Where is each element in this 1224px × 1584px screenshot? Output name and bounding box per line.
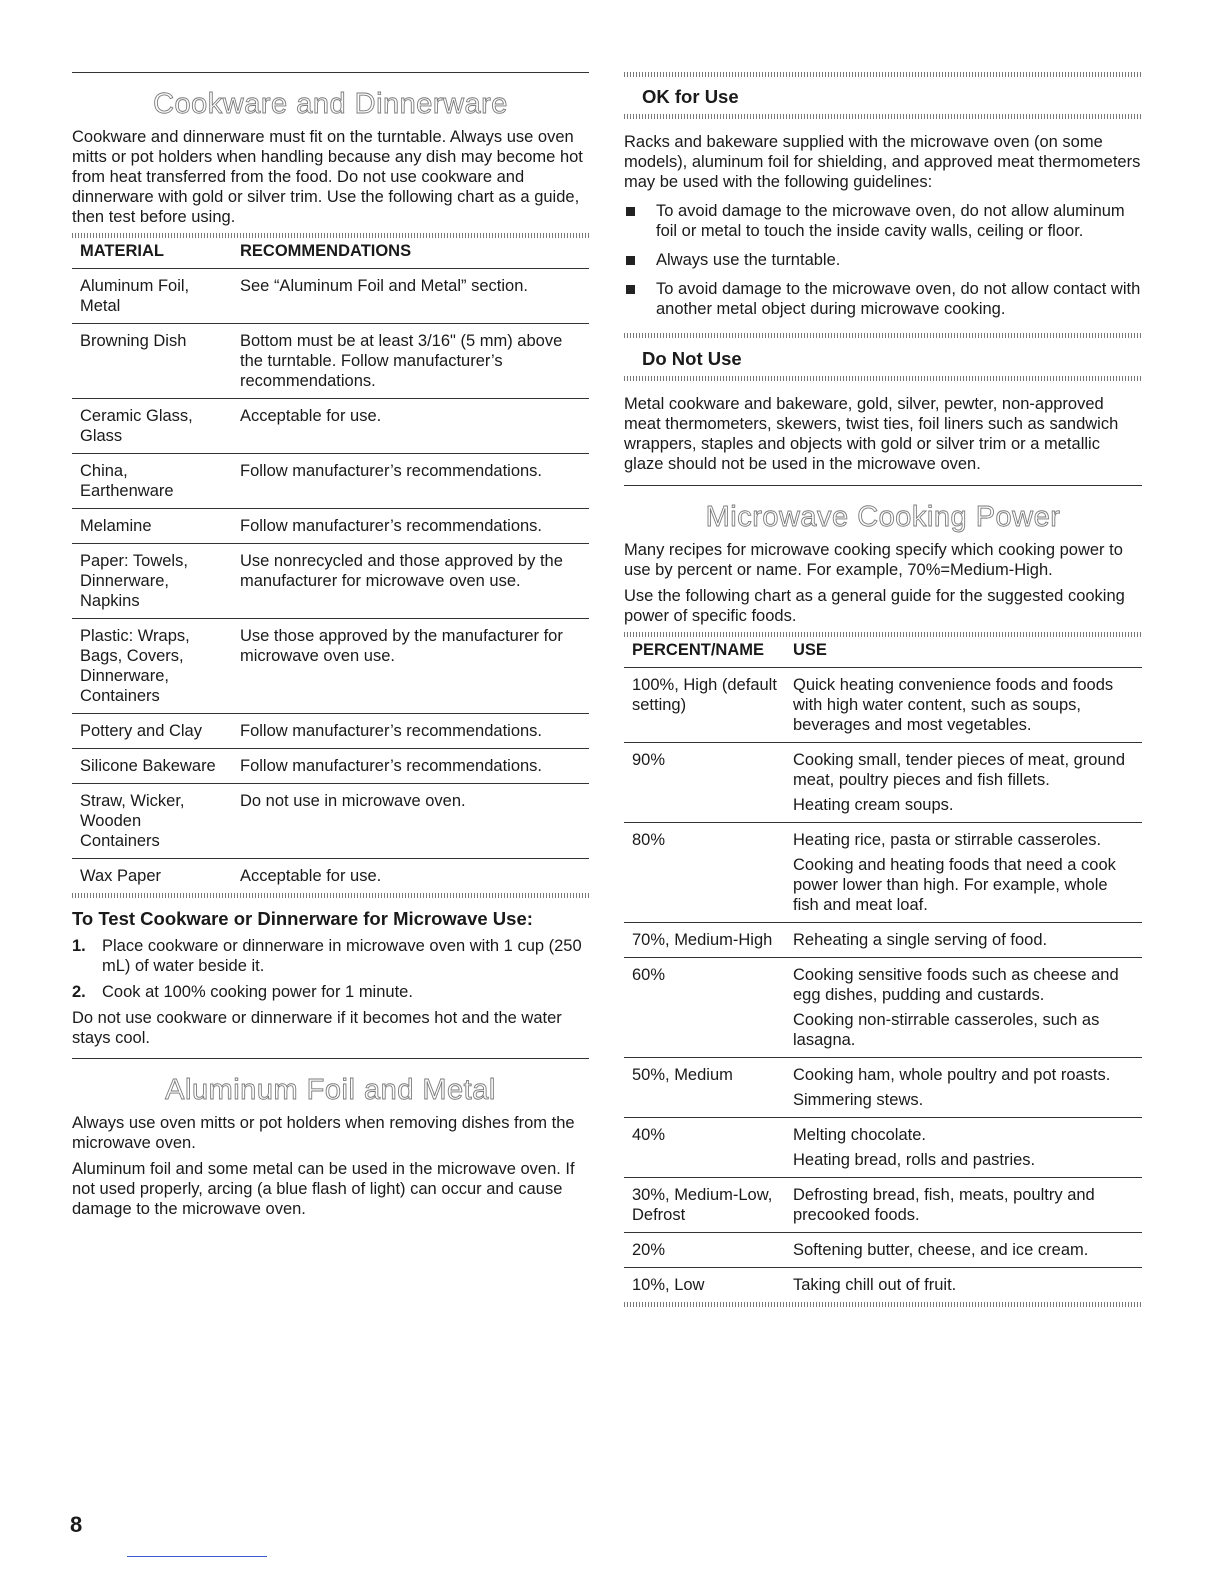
power-name-cell: 40%	[624, 1118, 785, 1178]
material-cell: Ceramic Glass, Glass	[72, 399, 232, 454]
power-table	[624, 637, 1142, 1302]
foil-section-title: Aluminum Foil and Metal	[165, 1074, 496, 1106]
table-row	[624, 1233, 1142, 1268]
power-section-title: Microwave Cooking Power	[705, 501, 1061, 533]
step-number: 2.	[72, 983, 86, 1001]
step-text: Cook at 100% cooking power for 1 minute.	[102, 983, 413, 1001]
power-use-text: Defrosting bread, fish, meats, poultry and precooked foods.	[793, 1186, 1095, 1224]
table-row	[624, 923, 1142, 958]
page-number: 8	[70, 1512, 83, 1537]
donot-heading: Do Not Use	[642, 348, 742, 369]
material-cell: Pottery and Clay	[72, 714, 232, 749]
power-use-text: Cooking small, tender pieces of meat, ground meat, poultry pieces and fish fillets.	[793, 751, 1126, 789]
foil-para-1: Always use oven mitts or pot holders when removing dishes from the microwave oven.	[72, 1114, 575, 1152]
bullet-text: To avoid damage to the microwave oven, do not allow aluminum foil or metal to touch the inside cavity walls, ceiling or floor.	[656, 202, 1125, 240]
material-cell: Silicone Bakeware	[72, 749, 232, 784]
recommendation-cell: Acceptable for use.	[232, 399, 589, 454]
table-row	[624, 668, 1142, 743]
power-use-text: Cooking non-stirrable casseroles, such as lasagna.	[793, 1011, 1100, 1049]
test-steps	[72, 936, 589, 1002]
power-use-cell	[785, 668, 1142, 743]
power-use-cell	[785, 823, 1142, 923]
power-name-cell: 30%, Medium-Low, Defrost	[624, 1178, 785, 1233]
percent-name-header: PERCENT/NAME	[632, 641, 765, 659]
power-para-1: Many recipes for microwave cooking specify which cooking power to use by percent or name. For example, 70%=Medium-High.	[624, 541, 1123, 579]
table-row	[72, 544, 589, 619]
recommendation-cell: Follow manufacturer’s recommendations.	[232, 714, 589, 749]
material-cell: Aluminum Foil, Metal	[72, 269, 232, 324]
material-header: MATERIAL	[80, 242, 165, 260]
recommendation-cell: Use those approved by the manufacturer for microwave oven use.	[232, 619, 589, 714]
power-use-cell	[785, 1058, 1142, 1118]
power-name-cell: 60%	[624, 958, 785, 1058]
power-use-text: Cooking sensitive foods such as cheese and egg dishes, pudding and custards.	[793, 966, 1119, 1004]
right-column	[624, 72, 1142, 1307]
power-use-text: Heating rice, pasta or stirrable casseroles.	[793, 831, 1102, 849]
table-row	[72, 859, 589, 894]
table-row	[624, 1058, 1142, 1118]
cookware-intro: Cookware and dinnerware must fit on the turntable. Always use oven mitts or pot holders when handling because any dish may become hot from heat transferred from the food. Do not use cookware and dinnerware with gold or silver trim. Use the following chart as a guide, then test before using.	[72, 128, 583, 226]
table-row	[72, 619, 589, 714]
table-row	[72, 749, 589, 784]
power-use-text: Softening butter, cheese, and ice cream.	[793, 1241, 1089, 1259]
power-name-cell: 90%	[624, 743, 785, 823]
material-cell: China, Earthenware	[72, 454, 232, 509]
recommendation-cell: Use nonrecycled and those approved by the manufacturer for microwave oven use.	[232, 544, 589, 619]
ok-bullets	[624, 201, 1142, 319]
ok-intro: Racks and bakeware supplied with the microwave oven (on some models), aluminum foil for shielding, and approved meat thermometers may be used with the following guidelines:	[624, 133, 1141, 191]
foil-para-2: Aluminum foil and some metal can be used in the microwave oven. If not used properly, arcing (a blue flash of light) can occur and cause damage to the microwave oven.	[72, 1160, 575, 1218]
power-name-cell: 100%, High (default setting)	[624, 668, 785, 743]
power-use-text: Cooking ham, whole poultry and pot roasts.	[793, 1066, 1111, 1084]
power-use-cell	[785, 1118, 1142, 1178]
footer-rule	[127, 1556, 267, 1557]
cookware-section-title: Cookware and Dinnerware	[153, 88, 508, 120]
table-row	[72, 269, 589, 324]
bullet-item	[624, 279, 1142, 319]
bullet-item	[624, 201, 1142, 241]
section-rule	[72, 72, 589, 73]
power-use-cell	[785, 1178, 1142, 1233]
recommendation-cell: Acceptable for use.	[232, 859, 589, 894]
table-row	[72, 784, 589, 859]
step-number: 1.	[72, 937, 86, 955]
power-name-cell: 80%	[624, 823, 785, 923]
power-use-cell	[785, 923, 1142, 958]
material-cell: Straw, Wicker, Wooden Containers	[72, 784, 232, 859]
recommendations-header: RECOMMENDATIONS	[240, 242, 412, 260]
power-use-text: Reheating a single serving of food.	[793, 931, 1048, 949]
table-row	[624, 1178, 1142, 1233]
table-row	[72, 714, 589, 749]
bullet-square-icon	[626, 256, 635, 265]
material-cell: Wax Paper	[72, 859, 232, 894]
table-row	[72, 324, 589, 399]
power-name-cell: 50%, Medium	[624, 1058, 785, 1118]
bullet-square-icon	[626, 207, 635, 216]
power-use-cell	[785, 1233, 1142, 1268]
section-rule	[624, 485, 1142, 486]
donot-bottom-hatch	[624, 376, 1142, 381]
material-cell: Browning Dish	[72, 324, 232, 399]
recommendation-cell: Bottom must be at least 3/16" (5 mm) above the turntable. Follow manufacturer’s recommendations.	[232, 324, 589, 399]
power-name-cell: 20%	[624, 1233, 785, 1268]
power-use-cell	[785, 1268, 1142, 1303]
power-use-cell	[785, 743, 1142, 823]
step-text: Place cookware or dinnerware in microwave oven with 1 cup (250 mL) of water beside it.	[102, 937, 582, 975]
recommendation-cell: See “Aluminum Foil and Metal” section.	[232, 269, 589, 324]
table-row	[624, 958, 1142, 1058]
table-row	[624, 1268, 1142, 1303]
table-row	[72, 509, 589, 544]
power-use-text: Taking chill out of fruit.	[793, 1276, 957, 1294]
table-row	[624, 1118, 1142, 1178]
left-column	[72, 72, 589, 1219]
test-note: Do not use cookware or dinnerware if it becomes hot and the water stays cool.	[72, 1009, 562, 1047]
use-header: USE	[793, 641, 827, 659]
material-cell: Plastic: Wraps, Bags, Covers, Dinnerware, Containers	[72, 619, 232, 714]
power-use-text: Heating cream soups.	[793, 796, 954, 814]
recommendation-cell: Follow manufacturer’s recommendations.	[232, 749, 589, 784]
ok-heading: OK for Use	[642, 86, 739, 107]
power-para-2: Use the following chart as a general guide for the suggested cooking power of specific foods.	[624, 587, 1125, 625]
table-row	[72, 454, 589, 509]
step-item	[72, 936, 589, 976]
power-use-text: Heating bread, rolls and pastries.	[793, 1151, 1036, 1169]
table-bottom-hatch	[72, 893, 589, 898]
power-use-text: Simmering stews.	[793, 1091, 924, 1109]
table-row	[624, 823, 1142, 923]
recommendation-cell: Do not use in microwave oven.	[232, 784, 589, 859]
bullet-text: Always use the turntable.	[656, 251, 841, 269]
bullet-text: To avoid damage to the microwave oven, do not allow contact with another metal object during microwave cooking.	[656, 280, 1141, 318]
section-rule	[72, 1058, 589, 1059]
recommendation-cell: Follow manufacturer’s recommendations.	[232, 454, 589, 509]
test-heading: To Test Cookware or Dinnerware for Microwave Use:	[72, 908, 533, 929]
bullet-item	[624, 250, 1142, 270]
cookware-table	[72, 238, 589, 893]
bullet-square-icon	[626, 285, 635, 294]
power-use-cell	[785, 958, 1142, 1058]
power-use-text: Quick heating convenience foods and foods with high water content, such as soups, beverages and most vegetables.	[793, 676, 1114, 734]
power-name-cell: 10%, Low	[624, 1268, 785, 1303]
recommendation-cell: Follow manufacturer’s recommendations.	[232, 509, 589, 544]
power-name-cell: 70%, Medium-High	[624, 923, 785, 958]
ok-bottom-hatch	[624, 114, 1142, 119]
material-cell: Paper: Towels, Dinnerware, Napkins	[72, 544, 232, 619]
donot-text: Metal cookware and bakeware, gold, silver, pewter, non-approved meat thermometers, skewers, twist ties, foil liners such as sandwich wrappers, staples and objects with gold or silver trim or a metallic glaze should not be used in the microwave oven.	[624, 395, 1119, 473]
power-use-text: Cooking and heating foods that need a cook power lower than high. For example, whole fish and meat loaf.	[793, 856, 1116, 914]
power-table-bottom-hatch	[624, 1302, 1142, 1307]
step-item	[72, 982, 589, 1002]
material-cell: Melamine	[72, 509, 232, 544]
table-row	[624, 743, 1142, 823]
power-use-text: Melting chocolate.	[793, 1126, 926, 1144]
table-row	[72, 399, 589, 454]
